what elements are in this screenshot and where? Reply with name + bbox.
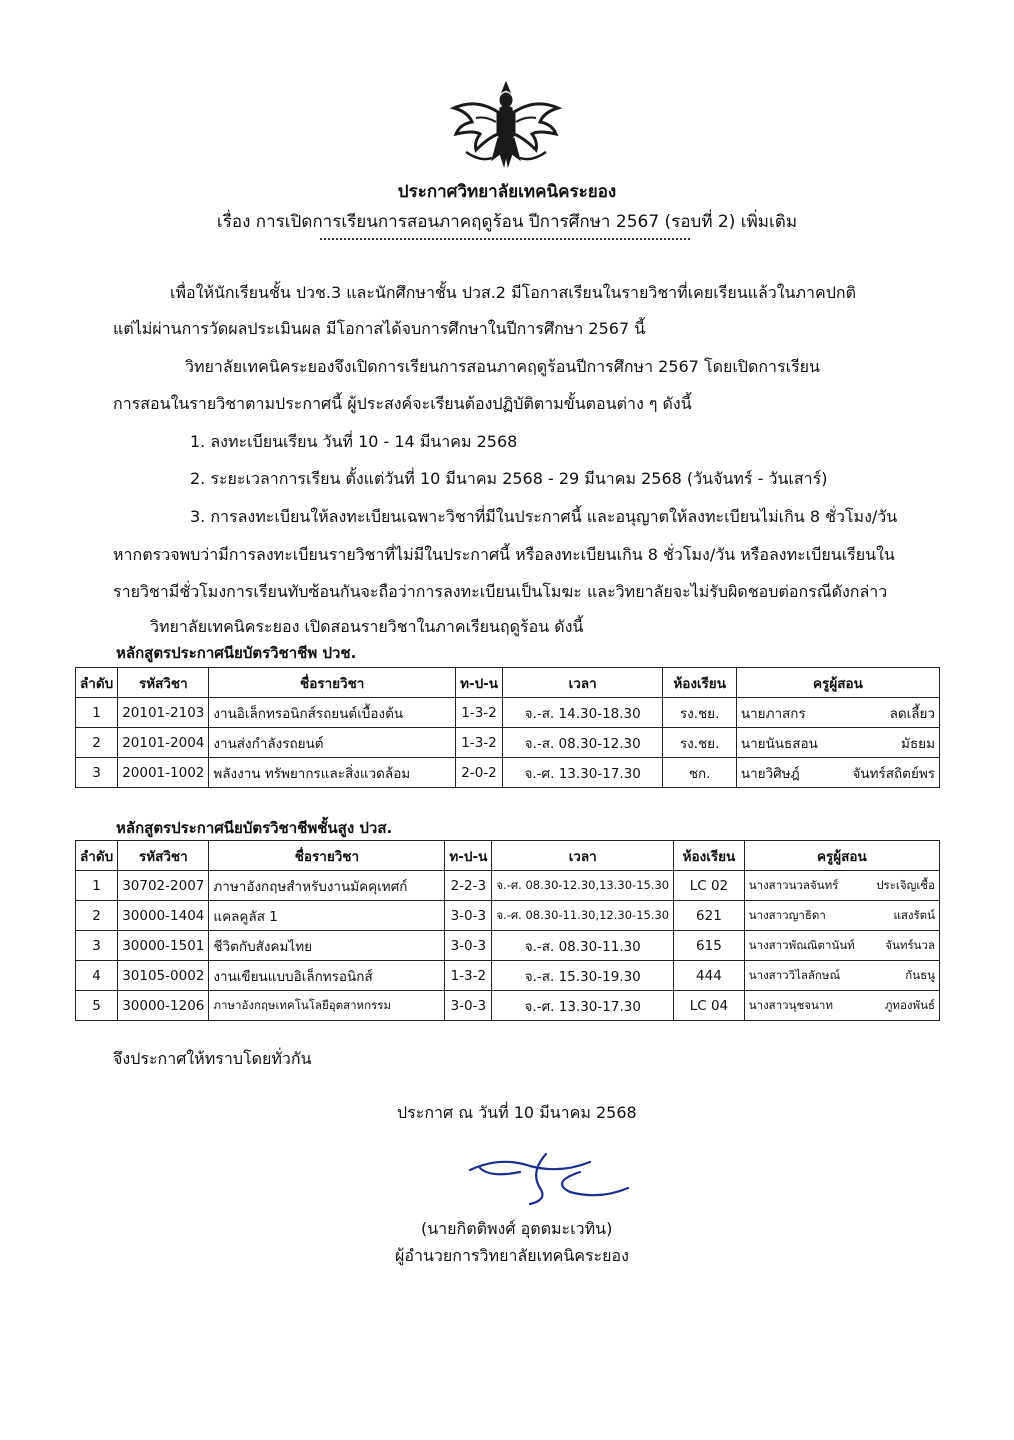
table-row <box>76 758 940 788</box>
course-tpn: 1-3-2 <box>445 961 492 991</box>
handwritten-signature <box>460 1148 640 1218</box>
row-no: 2 <box>76 728 118 758</box>
course-room: ชก. <box>663 758 736 788</box>
course-code: 30000-1206 <box>118 991 209 1021</box>
teacher-first-name: นางสาววิไลลักษณ์ <box>748 967 841 982</box>
course-tpn: 3-0-3 <box>445 901 492 931</box>
course-tpn: 2-0-2 <box>456 758 503 788</box>
teacher-last-name: มัธยม <box>901 735 935 752</box>
col-no: ลำดับ <box>76 668 118 698</box>
course-tpn: 1-3-2 <box>456 698 503 728</box>
course-teacher <box>736 698 939 728</box>
course-teacher <box>744 931 939 961</box>
col-time: เวลา <box>502 668 662 698</box>
teacher-last-name: จันทร์สถิตย์พร <box>852 765 935 782</box>
course-time: จ.-ศ. 13.30-17.30 <box>492 991 674 1021</box>
row-no: 3 <box>76 758 118 788</box>
course-name: ภาษาอังกฤษเทคโนโลยีอุตสาหกรรม <box>209 991 445 1021</box>
table-row <box>76 931 940 961</box>
course-name: งานอิเล็กทรอนิกส์รถยนต์เบื้องต้น <box>209 698 456 728</box>
announcement-subject: เรื่อง การเปิดการเรียนการสอนภาคฤดูร้อน ปีการศึกษา 2567 (รอบที่ 2) เพิ่มเติม <box>216 212 798 232</box>
row-no: 3 <box>76 931 118 961</box>
course-time: จ.-ศ. 08.30-11.30,12.30-15.30 <box>492 901 674 931</box>
announcement-title: ประกาศวิทยาลัยเทคนิคระยอง <box>397 182 617 202</box>
course-teacher <box>736 728 939 758</box>
course-table-high-vocational <box>75 840 940 1021</box>
col-teacher: ครูผู้สอน <box>736 668 939 698</box>
table-2-heading: หลักสูตรประกาศนียบัตรวิชาชีพชั้นสูง ปวส. <box>116 819 393 837</box>
course-teacher <box>744 901 939 931</box>
teacher-last-name: จันทร์นวล <box>885 937 935 952</box>
course-code: 20001-1002 <box>118 758 209 788</box>
table-header-row <box>76 841 940 871</box>
paragraph-2-line-1: วิทยาลัยเทคนิคระยองจึงเปิดการเรียนการสอนภาคฤดูร้อนปีการศึกษา 2567 โดยเปิดการเรียน <box>185 357 820 376</box>
signer-title: ผู้อำนวยการวิทยาลัยเทคนิคระยอง <box>395 1246 629 1265</box>
course-time: จ.-ส. 08.30-11.30 <box>492 931 674 961</box>
col-room: ห้องเรียน <box>674 841 745 871</box>
col-time: เวลา <box>492 841 674 871</box>
course-tpn: 3-0-3 <box>445 931 492 961</box>
course-room: 615 <box>674 931 745 961</box>
course-room: LC 02 <box>674 871 745 901</box>
course-teacher <box>736 758 939 788</box>
step-2: 2. ระยะเวลาการเรียน ตั้งแต่วันที่ 10 มีนาคม 2568 - 29 มีนาคม 2568 (วันจันทร์ - วันเสาร์) <box>190 469 828 488</box>
teacher-last-name: ภูทองพันธ์ <box>884 997 935 1012</box>
teacher-last-name: ประเจิญเชื้อ <box>876 877 935 892</box>
course-name: ชีวิตกับสังคมไทย <box>209 931 445 961</box>
step-3-line-3: รายวิชามีชั่วโมงการเรียนทับซ้อนกันจะถือว่าการลงทะเบียนเป็นโมฆะ และวิทยาลัยจะไม่รับผิดชอบต่อกรณีดังกล่าว <box>113 582 888 601</box>
teacher-first-name: นางสาวพัณณิตานันท์ <box>748 937 855 952</box>
course-code: 30000-1404 <box>118 901 209 931</box>
paragraph-2-line-2: การสอนในรายวิชาตามประกาศนี้ ผู้ประสงค์จะเรียนต้องปฏิบัติตามขั้นตอนต่าง ๆ ดังนี้ <box>113 394 692 413</box>
course-room: LC 04 <box>674 991 745 1021</box>
col-room: ห้องเรียน <box>663 668 736 698</box>
course-teacher <box>744 871 939 901</box>
row-no: 1 <box>76 871 118 901</box>
course-code: 30000-1501 <box>118 931 209 961</box>
course-time: จ.-ศ. 08.30-12.30,13.30-15.30 <box>492 871 674 901</box>
step-1: 1. ลงทะเบียนเรียน วันที่ 10 - 14 มีนาคม 2568 <box>190 432 518 451</box>
table-row <box>76 901 940 931</box>
paragraph-1-line-1: เพื่อให้นักเรียนชั้น ปวช.3 และนักศึกษาชั้น ปวส.2 มีโอกาสเรียนในรายวิชาที่เคยเรียนแล้วในภาคปกติ <box>170 283 856 302</box>
course-time: จ.-ส. 14.30-18.30 <box>502 698 662 728</box>
table-1-heading: หลักสูตรประกาศนียบัตรวิชาชีพ ปวช. <box>116 644 357 662</box>
teacher-last-name: แสงรัตน์ <box>893 907 935 922</box>
table-row <box>76 871 940 901</box>
col-code: รหัสวิชา <box>118 841 209 871</box>
row-no: 4 <box>76 961 118 991</box>
course-code: 30702-2007 <box>118 871 209 901</box>
teacher-first-name: นายวิศิษฎ์ <box>740 765 800 782</box>
course-tpn: 1-3-2 <box>456 728 503 758</box>
col-name: ชื่อรายวิชา <box>209 841 445 871</box>
teacher-last-name: ลดเลี้ยว <box>889 705 935 722</box>
announcement-date: ประกาศ ณ วันที่ 10 มีนาคม 2568 <box>397 1103 637 1122</box>
course-name: พลังงาน ทรัพยากรและสิ่งแวดล้อม <box>209 758 456 788</box>
table-row <box>76 728 940 758</box>
course-code: 20101-2103 <box>118 698 209 728</box>
col-no: ลำดับ <box>76 841 118 871</box>
course-time: จ.-ศ. 13.30-17.30 <box>502 758 662 788</box>
table-header-row <box>76 668 940 698</box>
teacher-first-name: นางสาวญาธิดา <box>748 907 826 922</box>
col-code: รหัสวิชา <box>118 668 209 698</box>
table-row <box>76 991 940 1021</box>
course-code: 30105-0002 <box>118 961 209 991</box>
course-table-vocational <box>75 667 940 788</box>
teacher-first-name: นายนันธสอน <box>740 735 818 752</box>
divider <box>320 238 690 240</box>
col-name: ชื่อรายวิชา <box>209 668 456 698</box>
signer-name: (นายกิตติพงศ์ อุตตมะเวทิน) <box>421 1219 613 1238</box>
teacher-first-name: นายภาสกร <box>740 705 806 722</box>
course-name: งานเขียนแบบอิเล็กทรอนิกส์ <box>209 961 445 991</box>
course-name: งานส่งกำลังรถยนต์ <box>209 728 456 758</box>
table-row <box>76 698 940 728</box>
course-time: จ.-ส. 08.30-12.30 <box>502 728 662 758</box>
step-3-line-1: 3. การลงทะเบียนให้ลงทะเบียนเฉพาะวิชาที่มีในประกาศนี้ และอนุญาตให้ลงทะเบียนไม่เกิน 8 ชั่วโมง/วัน <box>190 507 898 526</box>
course-code: 20101-2004 <box>118 728 209 758</box>
paragraph-1-line-2: แต่ไม่ผ่านการวัดผลประเมินผล มีโอกาสได้จบการศึกษาในปีการศึกษา 2567 นี้ <box>113 319 646 338</box>
course-teacher <box>744 961 939 991</box>
course-room: รง.ชย. <box>663 698 736 728</box>
closing-statement: จึงประกาศให้ทราบโดยทั่วกัน <box>113 1049 312 1068</box>
course-name: ภาษาอังกฤษสำหรับงานมัคคุเทศก์ <box>209 871 445 901</box>
col-teacher: ครูผู้สอน <box>744 841 939 871</box>
row-no: 1 <box>76 698 118 728</box>
course-room: 444 <box>674 961 745 991</box>
course-room: 621 <box>674 901 745 931</box>
paragraph-3: วิทยาลัยเทคนิคระยอง เปิดสอนรายวิชาในภาคเรียนฤดูร้อน ดังนี้ <box>150 617 584 636</box>
course-teacher <box>744 991 939 1021</box>
course-room: รง.ชย. <box>663 728 736 758</box>
row-no: 2 <box>76 901 118 931</box>
course-name: แคลคูลัส 1 <box>209 901 445 931</box>
garuda-seal-icon <box>446 78 566 170</box>
course-tpn: 2-2-3 <box>445 871 492 901</box>
teacher-first-name: นางสาวนวลจันทร์ <box>748 877 839 892</box>
table-row <box>76 961 940 991</box>
course-time: จ.-ส. 15.30-19.30 <box>492 961 674 991</box>
step-3-line-2: หากตรวจพบว่ามีการลงทะเบียนรายวิชาที่ไม่มีในประกาศนี้ หรือลงทะเบียนเกิน 8 ชั่วโมง/วัน หรือลงทะเบียนเรียนใน <box>113 545 895 564</box>
col-tpn: ท-ป-น <box>445 841 492 871</box>
row-no: 5 <box>76 991 118 1021</box>
teacher-last-name: กันธนู <box>905 967 935 982</box>
teacher-first-name: นางสาวนุชจนาท <box>748 997 833 1012</box>
col-tpn: ท-ป-น <box>456 668 503 698</box>
course-tpn: 3-0-3 <box>445 991 492 1021</box>
